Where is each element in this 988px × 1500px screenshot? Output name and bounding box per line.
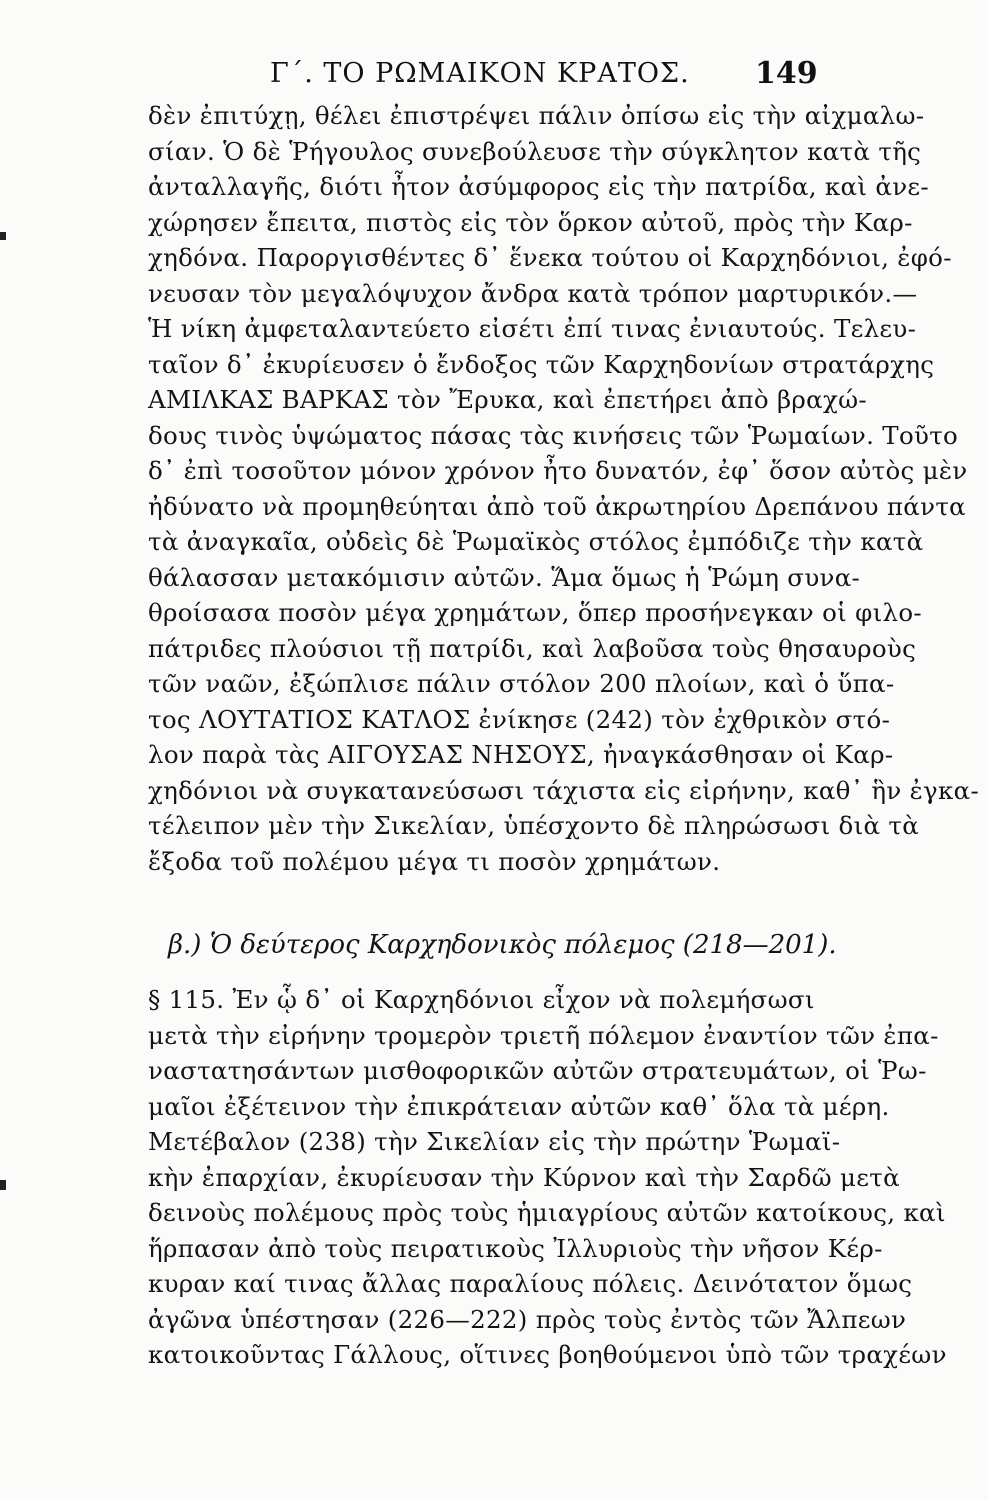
text-line: τος ΛΟΥΤΑΤΙΟΣ ΚΑΤΛΟΣ ἐνίκησε (242) τὸν ἐχθρικὸν στό- <box>148 704 891 734</box>
left-edge-mark <box>0 1180 6 1190</box>
text-line: θροίσασα ποσὸν μέγα χρημάτων, ὅπερ προσήνεγκαν οἱ φιλο- <box>148 598 922 627</box>
text-line: Μετέβαλον (238) τὴν Σικελίαν εἰς τὴν πρώτην Ῥωμαϊ- <box>148 1127 841 1156</box>
text-line: δὲν ἐπιτύχῃ, θέλει ἐπιστρέψει πάλιν ὀπίσω εἰς τὴν αἰχμαλω- <box>148 101 925 130</box>
text-line: ἥρπασαν ἀπὸ τοὺς πειρατικοὺς Ἰλλυριοὺς τὴν νῆσον Κέρ- <box>148 1233 883 1263</box>
page-header <box>0 50 988 100</box>
text-line: πάτριδες πλούσιοι τῇ πατρίδι, καὶ λαβοῦσα τοὺς θησαυροὺς <box>148 633 917 663</box>
text-line: μετὰ τὴν εἰρήνην τρομερὸν τριετῆ πόλεμον ἐναντίον τῶν ἐπα- <box>148 1020 939 1050</box>
text-line: δους τινὸς ὑψώματος πάσας τὰς κινήσεις τῶν Ῥωμαίων. Τοῦτο <box>148 420 959 450</box>
text-line: χηδόνα. Παροργισθέντες δ᾽ ἕνεκα τούτου οἱ Καρχηδόνιοι, ἐφό- <box>148 243 952 272</box>
text-line: ναστατησάντων μισθοφορικῶν αὐτῶν στρατευμάτων, οἱ Ῥω- <box>148 1056 927 1085</box>
left-edge-mark <box>0 232 6 240</box>
text-line: χώρησεν ἔπειτα, πιστὸς εἰς τὸν ὅρκον αὐτοῦ, πρὸς τὴν Καρ- <box>148 207 913 237</box>
paragraph-1 <box>148 98 980 879</box>
text-line: χηδόνιοι νὰ συγκατανεύσωσι τάχιστα εἰς εἰρήνην, καθ᾽ ἣν ἐγκα- <box>148 775 980 805</box>
text-line: μαῖοι ἐξέτεινον τὴν ἐπικράτειαν αὐτῶν καθ᾽ ὅλα τὰ μέρη. <box>148 1091 890 1121</box>
text-line: § 115. Ἐν ᾧ δ᾽ οἱ Καρχηδόνιοι εἶχον νὰ πολεμήσωσι <box>148 985 815 1014</box>
text-line: τῶν ναῶν, ἐξώπλισε πάλιν στόλον 200 πλοίων, καὶ ὁ ὕπα- <box>148 669 895 698</box>
paragraph-2 <box>148 982 947 1373</box>
text-line: ἀνταλλαγῆς, διότι ἦτον ἀσύμφορος εἰς τὴν πατρίδα, καὶ ἀνε- <box>148 172 929 201</box>
text-line: σίαν. Ὁ δὲ Ῥήγουλος συνεβούλευσε τὴν σύγκλητον κατὰ τῆς <box>148 136 922 166</box>
text-line: κὴν ἐπαρχίαν, ἐκυρίευσαν τὴν Κύρνον καὶ τὴν Σαρδῶ μετὰ <box>148 1162 900 1192</box>
text-line: ταῖον δ᾽ ἐκυρίευσεν ὁ ἔνδοξος τῶν Καρχηδονίων στρατάρχης <box>148 349 935 379</box>
text-line: νευσαν τὸν μεγαλόψυχον ἄνδρα κατὰ τρόπον μαρτυρικόν.— <box>148 278 918 308</box>
text-line: Ἡ νίκη ἀμφεταλαντεύετο εἰσέτι ἐπί τινας ἐνιαυτούς. Τελευ- <box>148 314 917 343</box>
text-line: δ᾽ ἐπὶ τοσοῦτον μόνον χρόνον ἦτο δυνατόν, ἐφ᾽ ὅσον αὐτὸς μὲν <box>148 456 968 485</box>
text-line: τὰ ἀναγκαῖα, οὐδεὶς δὲ Ῥωμαϊκὸς στόλος ἐμπόδιζε τὴν κατὰ <box>148 527 924 556</box>
text-line: τέλειπον μὲν τὴν Σικελίαν, ὑπέσχοντο δὲ πληρώσωσι διὰ τὰ <box>148 811 920 840</box>
running-title: Γ΄. ΤΟ ΡΩΜΑΙΚΟΝ ΚΡΑΤΟΣ. <box>270 58 690 89</box>
section-heading: β.) Ὁ δεύτερος Καρχηδονικὸς πόλεμος (218—201). <box>168 930 837 960</box>
text-line: κυραν καί τινας ἄλλας παραλίους πόλεις. Δεινότατον ὅμως <box>148 1269 913 1298</box>
text-line: κατοικοῦντας Γάλλους, οἵτινες βοηθούμενοι ὑπὸ τῶν τραχέων <box>148 1340 947 1369</box>
text-line: ΑΜΙΛΚΑΣ ΒΑΡΚΑΣ τὸν Ἔρυκα, καὶ ἐπετήρει ἀπὸ βραχώ- <box>148 385 867 414</box>
text-line: θάλασσαν μετακόμισιν αὐτῶν. Ἅμα ὅμως ἡ Ῥώμη συνα- <box>148 562 861 592</box>
text-line: λον παρὰ τὰς ΑΙΓΟΥΣΑΣ ΝΗΣΟΥΣ, ἠναγκάσθησαν οἱ Καρ- <box>148 740 894 769</box>
text-line: ἠδύνατο νὰ προμηθεύηται ἀπὸ τοῦ ἀκρωτηρίου Δρεπάνου πάντα <box>148 491 967 521</box>
text-line: δεινοὺς πολέμους πρὸς τοὺς ἡμιαγρίους αὐτῶν κατοίκους, καὶ <box>148 1198 946 1227</box>
text-line: ἔξοδα τοῦ πολέμου μέγα τι ποσὸν χρημάτων. <box>148 846 721 876</box>
text-line: ἀγῶνα ὑπέστησαν (226—222) πρὸς τοὺς ἐντὸς τῶν Ἄλπεων <box>148 1304 907 1334</box>
page-number: 149 <box>755 56 818 91</box>
